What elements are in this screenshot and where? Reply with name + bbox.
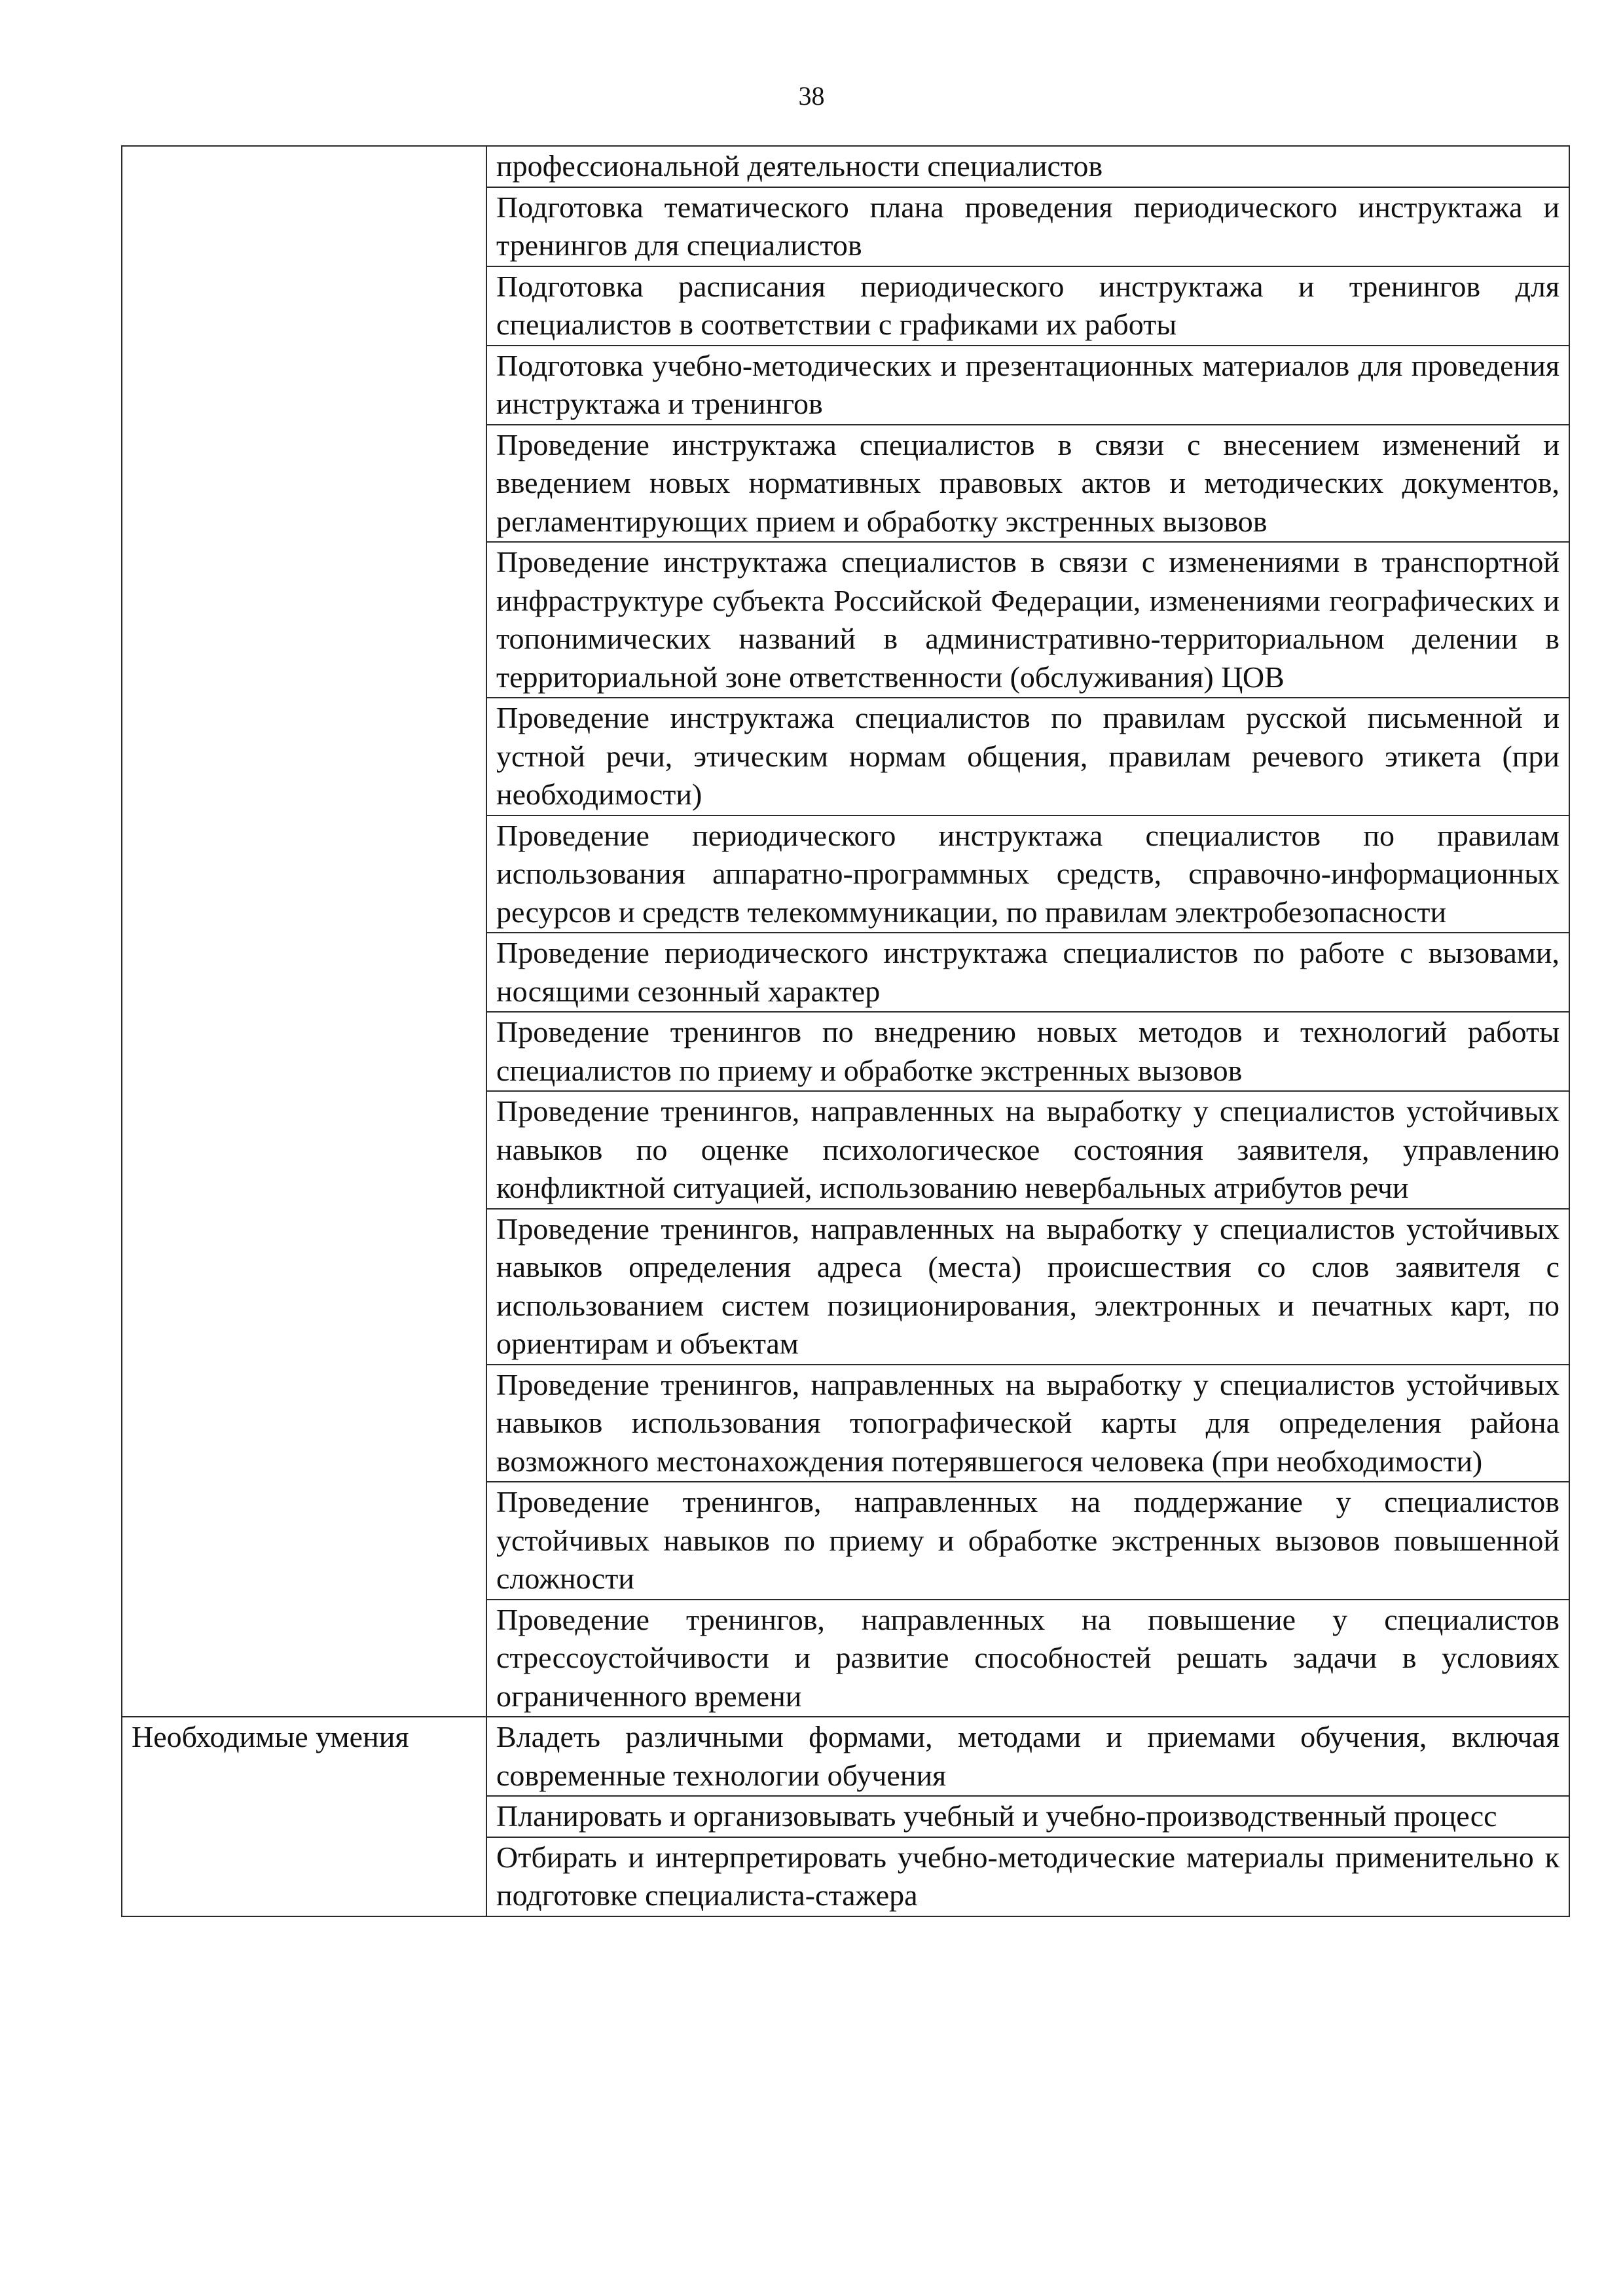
table-cell: Планировать и организовывать учебный и учебно-производственный процесс (486, 1796, 1569, 1837)
table-cell: Владеть различными формами, методами и приемами обучения, включая современные технологии обучения (486, 1717, 1569, 1796)
table-cell: Подготовка тематического плана проведения периодического инструктажа и тренингов для специалистов (486, 187, 1569, 266)
table-cell: Отбирать и интерпретировать учебно-методические материалы применительно к подготовке специалиста-стажера (486, 1837, 1569, 1916)
table-cell: профессиональной деятельности специалистов (486, 146, 1569, 187)
table-cell: Подготовка учебно-методических и презентационных материалов для проведения инструктажа и тренингов (486, 346, 1569, 425)
table-cell: Проведение тренингов, направленных на выработку у специалистов устойчивых навыков использования топографической карты для определения района возможного местонахождения потерявшегося человека (при необходимости) (486, 1365, 1569, 1482)
table-cell: Проведение тренингов, направленных на повышение у специалистов стрессоустойчивости и развитие способностей решать задачи в условиях ограниченного времени (486, 1600, 1569, 1717)
table-cell: Проведение периодического инструктажа специалистов по работе с вызовами, носящими сезонный характер (486, 933, 1569, 1012)
table-cell: Проведение инструктажа специалистов в связи с внесением изменений и введением новых нормативных правовых актов и методических документов, регламентирующих прием и обработку экстренных вызовов (486, 425, 1569, 543)
table-cell: Проведение тренингов, направленных на выработку у специалистов устойчивых навыков определения адреса (места) происшествия со слов заявителя с использованием систем позиционирования, электронных и печатных карт, по ориентирам и объектам (486, 1209, 1569, 1365)
competency-table (121, 145, 1570, 1917)
table-row (122, 146, 1569, 187)
table-cell: Проведение инструктажа специалистов по правилам русской письменной и устной речи, этическим нормам общения, правилам речевого этикета (при необходимости) (486, 698, 1569, 816)
section-label-cell (122, 146, 486, 1717)
table-cell: Проведение инструктажа специалистов в связи с изменениями в транспортной инфраструктуре субъекта Российской Федерации, изменениями географических и топонимических названий в административно-территориальном делении в территориальной зоне ответственности (обслуживания) ЦОВ (486, 542, 1569, 698)
page-number: 38 (798, 81, 825, 111)
table-cell: Проведение тренингов, направленных на поддержание у специалистов устойчивых навыков по приему и обработке экстренных вызовов повышенной сложности (486, 1482, 1569, 1600)
table-cell: Подготовка расписания периодического инструктажа и тренингов для специалистов в соответствии с графиками их работы (486, 266, 1569, 346)
table-cell: Проведение периодического инструктажа специалистов по правилам использования аппаратно-программных средств, справочно-информационных ресурсов и средств телекоммуникации, по правилам электробезопасности (486, 816, 1569, 933)
section-label-cell: Необходимые умения (122, 1717, 486, 1916)
table-cell: Проведение тренингов, направленных на выработку у специалистов устойчивых навыков по оценке психологическое состояния заявителя, управлению конфликтной ситуацией, использованию невербальных атрибутов речи (486, 1091, 1569, 1209)
table-cell: Проведение тренингов по внедрению новых методов и технологий работы специалистов по приему и обработке экстренных вызовов (486, 1012, 1569, 1091)
table-row (122, 1717, 1569, 1796)
